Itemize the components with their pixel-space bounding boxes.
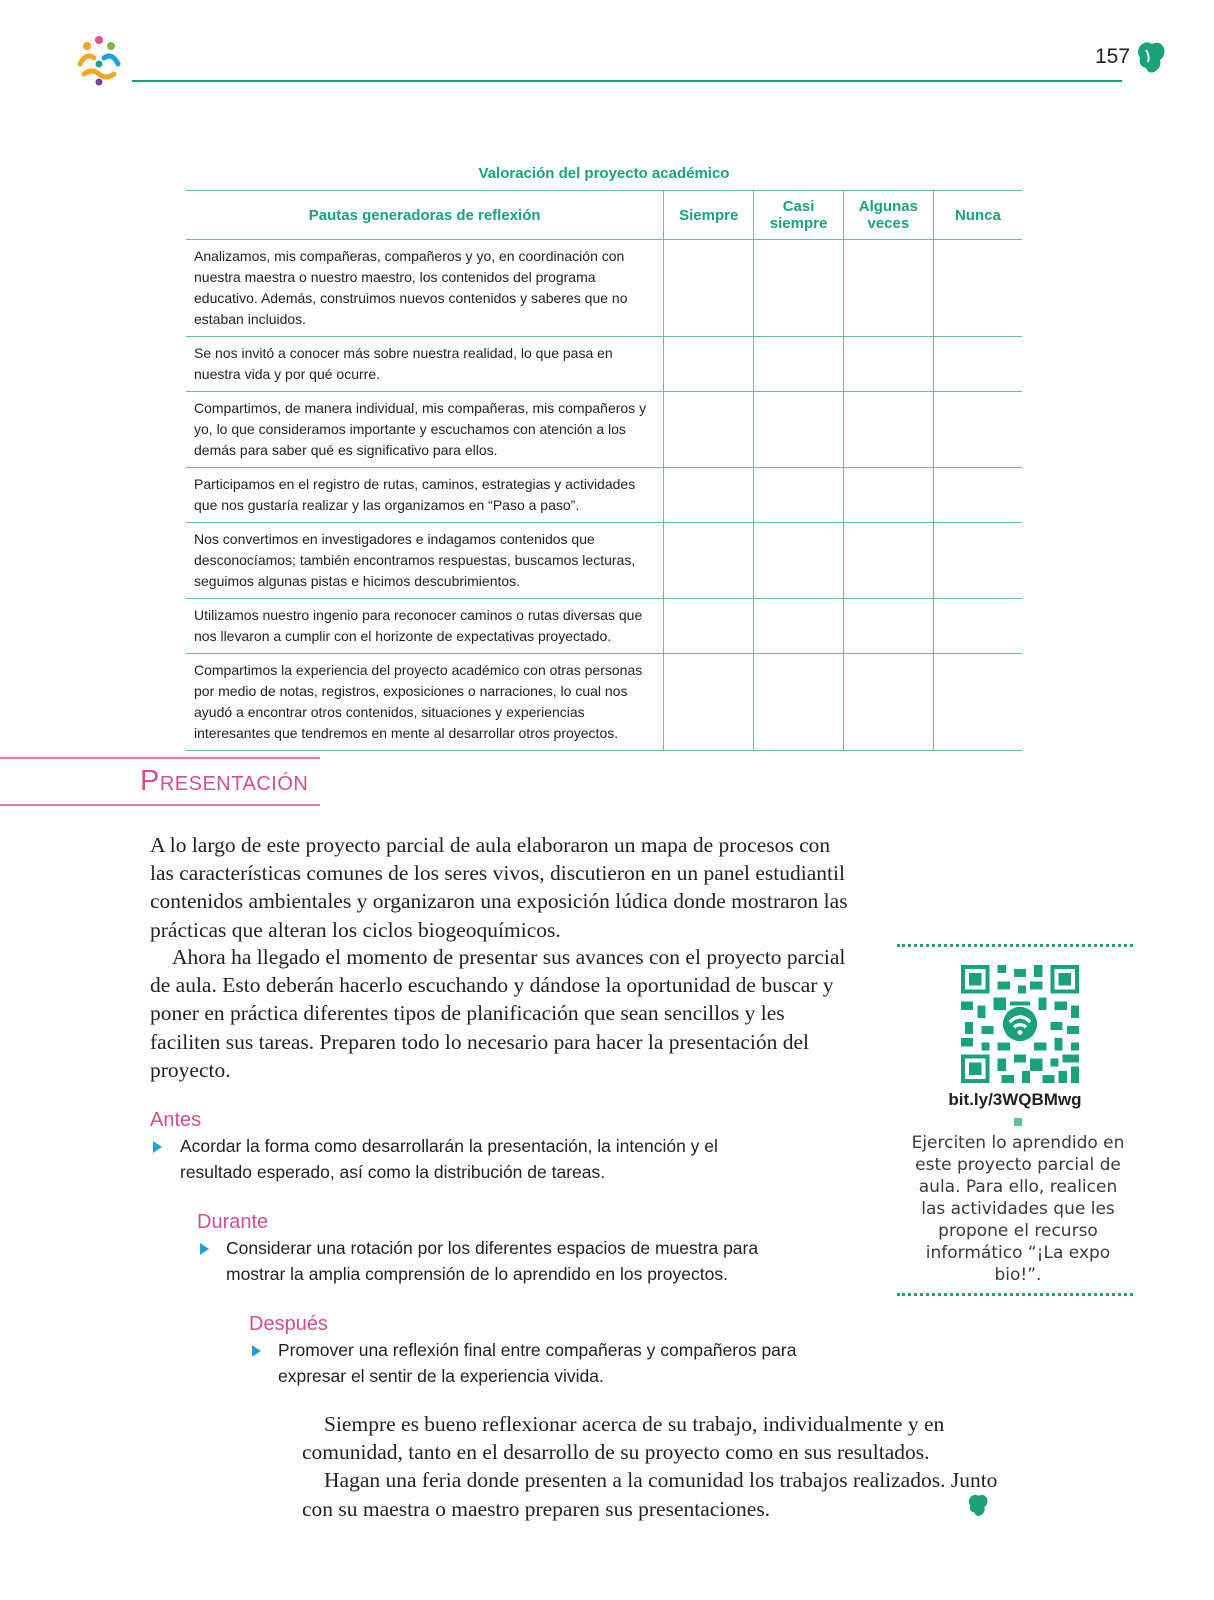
table-row-criterion: Participamos en el registro de rutas, caminos, estrategias y actividades que nos gustaría realizar y las organizamos en “Paso a paso”. bbox=[186, 468, 664, 523]
table-row-criterion: Utilizamos nuestro ingenio para reconocer caminos o rutas diversas que nos llevaron a cumplir con el horizonte de expectativas proyectado. bbox=[186, 599, 664, 654]
answer-cell-siempre[interactable] bbox=[664, 523, 754, 599]
header-rule bbox=[132, 80, 1122, 82]
intro-paragraph: A lo largo de este proyecto parcial de aula elaboraron un mapa de procesos con las características comunes de los seres vivos, discutieron en un panel estudiantil contenidos ambientales y organizaron una exposición lúdica donde mostraron las prácticas que alteran los ciclos biogeoquímicos. bbox=[150, 833, 848, 942]
step-text-despues: Promover una reflexión final entre compañeras y compañeros para expresar el sentir de la experiencia vivida. bbox=[278, 1340, 797, 1386]
sidebar-divider-top bbox=[897, 944, 1133, 947]
green-blob-icon bbox=[967, 1493, 989, 1517]
table-row bbox=[186, 392, 1022, 468]
answer-cell-siempre[interactable] bbox=[664, 654, 754, 751]
answer-cell-algunas-veces[interactable] bbox=[843, 240, 933, 337]
answer-cell-algunas-veces[interactable] bbox=[843, 654, 933, 751]
table-row-criterion: Compartimos la experiencia del proyecto académico con otras personas por medio de notas, registros, exposiciones o narraciones, lo cual nos ayudó a encontrar otros contenidos, situaciones y experiencias interesantes que tendremos en mente al desarrollar otros proyectos. bbox=[186, 654, 664, 751]
section-rule-bottom bbox=[0, 804, 320, 806]
table-header-casi-siempre: Casi siempre bbox=[754, 191, 844, 240]
answer-cell-nunca[interactable] bbox=[933, 654, 1022, 751]
answer-cell-algunas-veces[interactable] bbox=[843, 337, 933, 392]
table-row-criterion: Compartimos, de manera individual, mis compañeras, mis compañeros y yo, lo que consideramos importante y escuchamos con atención a los demás para saber qué es significativo para ellos. bbox=[186, 392, 664, 468]
answer-cell-nunca[interactable] bbox=[933, 392, 1022, 468]
answer-cell-nunca[interactable] bbox=[933, 337, 1022, 392]
answer-cell-casi-siempre[interactable] bbox=[754, 654, 844, 751]
triangle-bullet-icon bbox=[153, 1141, 162, 1153]
closing-paragraphs bbox=[302, 1410, 1002, 1523]
sidebar-description: Ejerciten lo aprendido en este proyecto parcial de aula. Para ello, realicen las actividades que les propone el recurso informático “¡La expo bio!”. bbox=[911, 1133, 1125, 1285]
instructions-paragraph: Ahora ha llegado el momento de presentar sus avances con el proyecto parcial de aula. Esto deberán hacerlo escuchando y dándose la oportunidad de buscar y poner en práctica diferentes tipos de planificación que sean sencillos y les faciliten sus tareas. Preparen todo lo necesario para hacer la presentación del proyecto. bbox=[150, 945, 846, 1082]
triangle-bullet-icon bbox=[200, 1243, 209, 1255]
answer-cell-nunca[interactable] bbox=[933, 599, 1022, 654]
answer-cell-nunca[interactable] bbox=[933, 240, 1022, 337]
answer-cell-siempre[interactable] bbox=[664, 599, 754, 654]
answer-cell-algunas-veces[interactable] bbox=[843, 468, 933, 523]
table-row-criterion: Nos convertimos en investigadores e indagamos contenidos que desconocíamos; también encontramos respuestas, buscamos lecturas, seguimos algunas pistas e hicimos descubrimientos. bbox=[186, 523, 664, 599]
step-text-antes: Acordar la forma como desarrollarán la presentación, la intención y el resultado esperado, así como la distribución de tareas. bbox=[180, 1136, 718, 1182]
answer-cell-siempre[interactable] bbox=[664, 468, 754, 523]
table-row-criterion: Se nos invitó a conocer más sobre nuestra realidad, lo que pasa en nuestra vida y por qué ocurre. bbox=[186, 337, 664, 392]
table-header-algunas-veces: Algunas veces bbox=[843, 191, 933, 240]
table-row-criterion: Analizamos, mis compañeras, compañeros y yo, en coordinación con nuestra maestra o nuestro maestro, los contenidos del programa educativo. Además, construimos nuevos contenidos y saberes que no estaban incluidos. bbox=[186, 240, 664, 337]
page-number: 157 bbox=[1095, 45, 1131, 68]
table-header-siempre: Siempre bbox=[664, 191, 754, 240]
answer-cell-siempre[interactable] bbox=[664, 337, 754, 392]
answer-cell-casi-siempre[interactable] bbox=[754, 392, 844, 468]
step-heading-despues: Después bbox=[249, 1313, 328, 1335]
answer-cell-casi-siempre[interactable] bbox=[754, 468, 844, 523]
step-heading-antes: Antes bbox=[150, 1109, 202, 1131]
green-square-icon bbox=[1014, 1118, 1022, 1126]
community-logo-icon bbox=[72, 34, 126, 86]
answer-cell-algunas-veces[interactable] bbox=[843, 599, 933, 654]
table-header-nunca: Nunca bbox=[933, 191, 1022, 240]
answer-cell-siempre[interactable] bbox=[664, 392, 754, 468]
table-row bbox=[186, 523, 1022, 599]
answer-cell-casi-siempre[interactable] bbox=[754, 337, 844, 392]
answer-cell-nunca[interactable] bbox=[933, 468, 1022, 523]
table-row bbox=[186, 599, 1022, 654]
table-title: Valoración del proyecto académico bbox=[478, 165, 730, 182]
answer-cell-algunas-veces[interactable] bbox=[843, 392, 933, 468]
qr-code-icon[interactable] bbox=[961, 965, 1079, 1083]
resource-link[interactable]: bit.ly/3WQBMwg bbox=[948, 1090, 1082, 1109]
answer-cell-casi-siempre[interactable] bbox=[754, 523, 844, 599]
closing-paragraph-1: Siempre es bueno reflexionar acerca de su trabajo, individualmente y en comunidad, tanto en el desarrollo de su proyecto como en sus resultados. bbox=[302, 1412, 945, 1465]
answer-cell-casi-siempre[interactable] bbox=[754, 240, 844, 337]
section-rule-top bbox=[0, 757, 320, 759]
evaluation-table bbox=[186, 190, 1022, 751]
table-row bbox=[186, 654, 1022, 751]
answer-cell-casi-siempre[interactable] bbox=[754, 599, 844, 654]
table-row bbox=[186, 468, 1022, 523]
sidebar-divider-bottom bbox=[897, 1293, 1133, 1296]
table-row bbox=[186, 337, 1022, 392]
answer-cell-algunas-veces[interactable] bbox=[843, 523, 933, 599]
table-row bbox=[186, 240, 1022, 337]
answer-cell-nunca[interactable] bbox=[933, 523, 1022, 599]
green-blob-icon bbox=[1136, 40, 1166, 74]
step-heading-durante: Durante bbox=[197, 1211, 269, 1233]
closing-paragraph-2: Hagan una feria donde presenten a la comunidad los trabajos realizados. Junto con su maestra o maestro preparen sus presentaciones. bbox=[302, 1468, 998, 1521]
table-header-criteria: Pautas generadoras de reflexión bbox=[186, 191, 664, 240]
answer-cell-siempre[interactable] bbox=[664, 240, 754, 337]
section-title: Presentación bbox=[140, 765, 309, 797]
triangle-bullet-icon bbox=[252, 1345, 261, 1357]
step-text-durante: Considerar una rotación por los diferentes espacios de muestra para mostrar la amplia comprensión de lo aprendido en los proyectos. bbox=[226, 1238, 759, 1284]
